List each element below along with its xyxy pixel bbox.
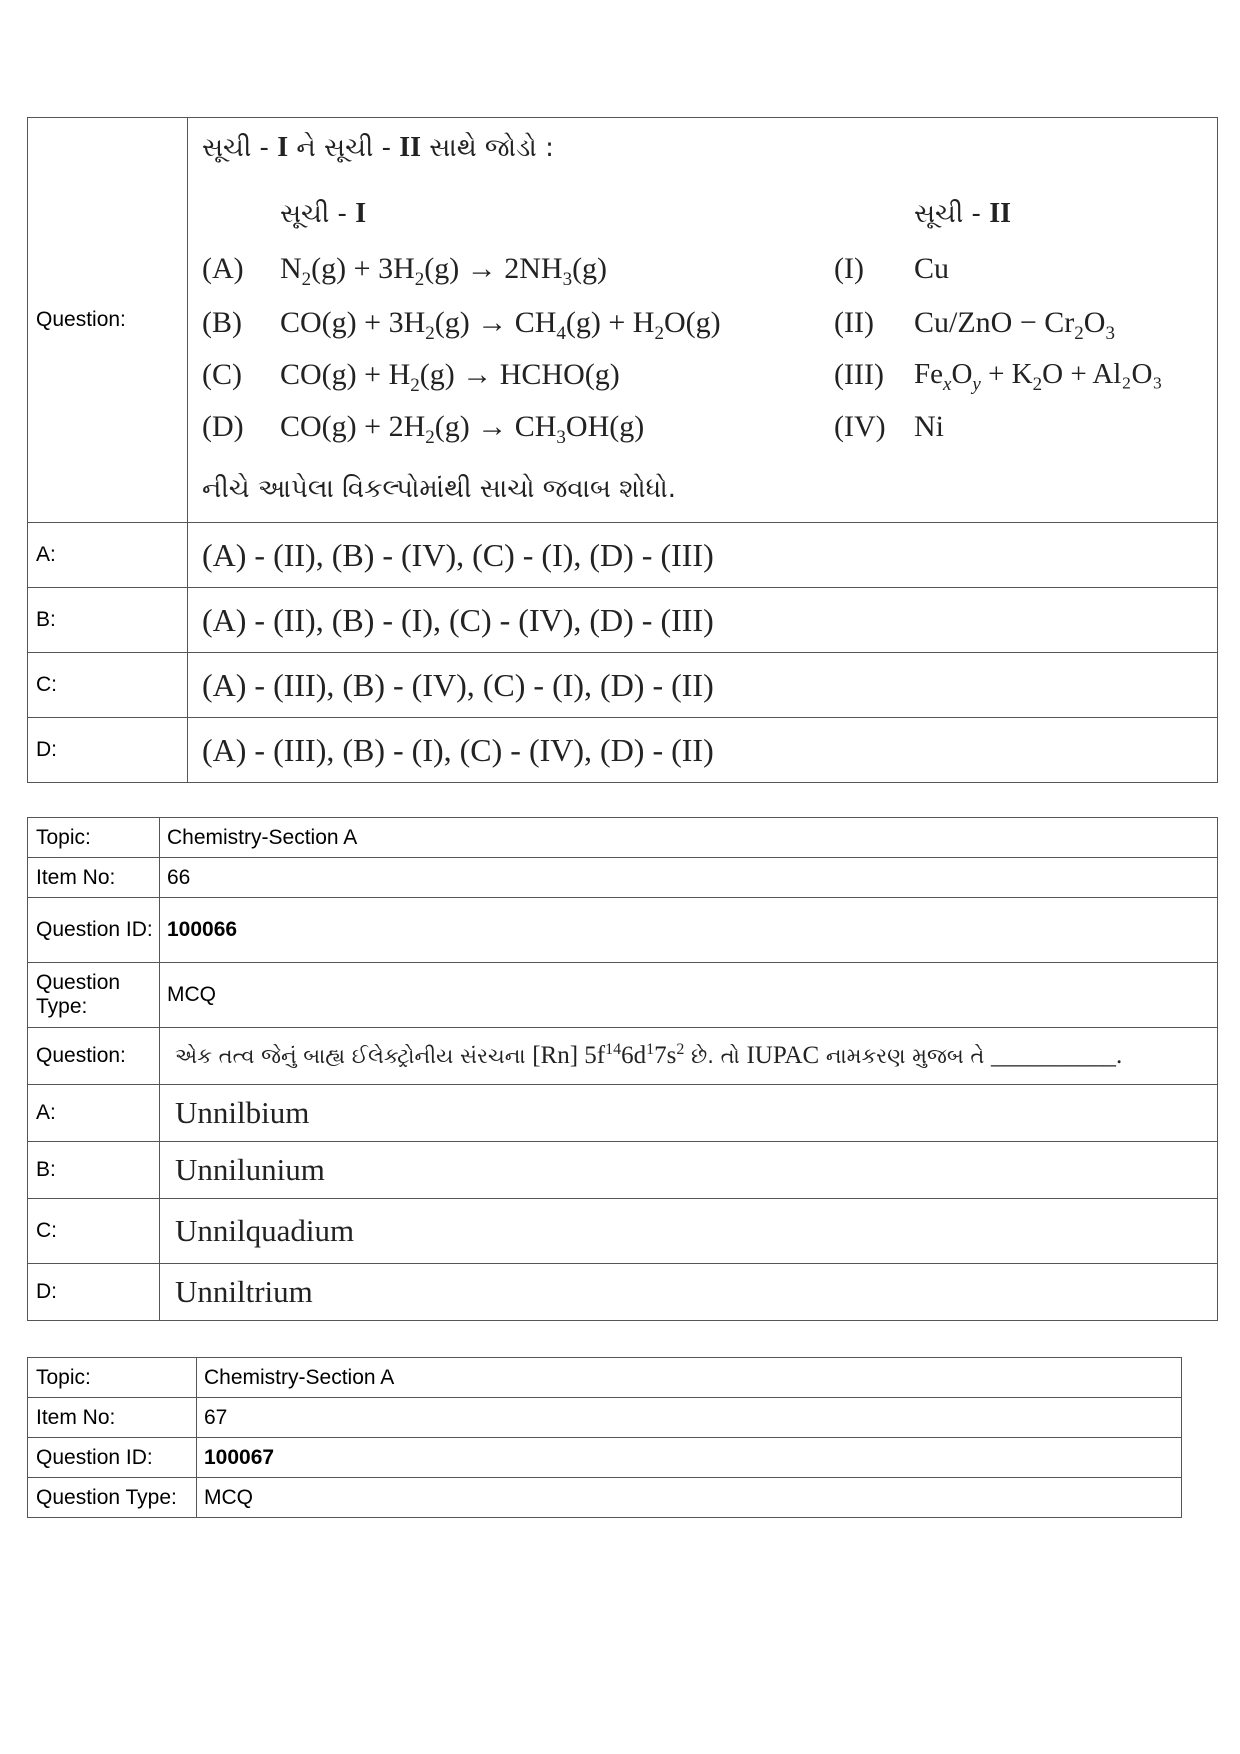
- list2-numeral: (I): [834, 252, 864, 285]
- list1-letter: (A): [202, 252, 244, 285]
- list1-letter: (C): [202, 358, 242, 391]
- question-content: [188, 118, 1218, 523]
- option-text: Unnilquadium: [160, 1199, 1218, 1264]
- option-row: [28, 1199, 1218, 1264]
- item-row: [28, 1398, 1182, 1438]
- list1-letter: (D): [202, 410, 244, 443]
- list1-reaction: $CO(g) + 2H_2(g) \to CH_3OH(g)$: [280, 410, 645, 448]
- list2-numeral: (III): [834, 358, 884, 391]
- question-id-label: Question ID:: [28, 1438, 197, 1478]
- option-row: [28, 588, 1218, 653]
- list1-letter: (B): [202, 306, 242, 339]
- instruction-line: સૂચી - I ને સૂચી - II સાથે જોડો :: [202, 132, 554, 163]
- question-type-label: Question Type:: [28, 1478, 197, 1518]
- question-row: [28, 118, 1218, 523]
- question-type-value: MCQ: [197, 1478, 1182, 1518]
- option-label: D:: [28, 1264, 160, 1321]
- item-value: 66: [160, 858, 1218, 898]
- option-label: D:: [28, 718, 188, 783]
- item-value: 67: [197, 1398, 1182, 1438]
- question-table-2: [27, 817, 1218, 1321]
- question-type-value: MCQ: [160, 963, 1218, 1028]
- question-id-row: [28, 1438, 1182, 1478]
- list1-reaction: $CO(g) + 3H_2(g) \to CH_4(g) + H_2O(g)$: [280, 306, 721, 344]
- option-row: [28, 1142, 1218, 1199]
- question-table-3: [27, 1357, 1182, 1518]
- option-text: Unnilunium: [160, 1142, 1218, 1199]
- list2-catalyst: $Fe_xO_y + K_2O + Al_2O_3$: [914, 358, 1163, 395]
- option-row: [28, 523, 1218, 588]
- list2-catalyst: Cu: [914, 252, 950, 285]
- option-row: [28, 1085, 1218, 1142]
- option-label: C:: [28, 653, 188, 718]
- option-row: [28, 653, 1218, 718]
- item-label: Item No:: [28, 1398, 197, 1438]
- list1-reaction: $CO(g) + H_2(g)$ → HCHO(g): [280, 358, 620, 396]
- option-label: A:: [28, 1085, 160, 1142]
- option-text: (A) - (III), (B) - (IV), (C) - (I), (D) - (II): [188, 653, 1218, 718]
- option-text: (A) - (II), (B) - (IV), (C) - (I), (D) - (III): [188, 523, 1218, 588]
- question-id-value: 100066: [160, 898, 1218, 963]
- list2-catalyst: Ni: [914, 410, 944, 443]
- answer-instruction: નીચે આપેલા વિકલ્પોમાંથી સાચો જવાબ શોધો.: [202, 474, 677, 504]
- topic-label: Topic:: [28, 818, 160, 858]
- topic-value: Chemistry-Section A: [197, 1358, 1182, 1398]
- question-type-row: [28, 1478, 1182, 1518]
- question-id-row: [28, 898, 1218, 963]
- question-table-1: [27, 117, 1218, 783]
- option-text: (A) - (III), (B) - (I), (C) - (IV), (D) - (II): [188, 718, 1218, 783]
- question-id-value: 100067: [197, 1438, 1182, 1478]
- option-label: B:: [28, 1142, 160, 1199]
- list2-numeral: (II): [834, 306, 874, 339]
- option-label: B:: [28, 588, 188, 653]
- question-label: Question:: [28, 118, 188, 523]
- list2-header: સૂચી - II: [914, 198, 1012, 229]
- question-row: [28, 1028, 1218, 1085]
- topic-row: [28, 818, 1218, 858]
- option-row: [28, 718, 1218, 783]
- question-type-row: [28, 963, 1218, 1028]
- option-row: [28, 1264, 1218, 1321]
- question-type-label: Question Type:: [28, 963, 160, 1028]
- question-id-label: Question ID:: [28, 898, 160, 963]
- list2-numeral: (IV): [834, 410, 886, 443]
- topic-label: Topic:: [28, 1358, 197, 1398]
- list1-header: સૂચી - I: [280, 198, 367, 229]
- topic-row: [28, 1358, 1182, 1398]
- option-label: C:: [28, 1199, 160, 1264]
- question-text: એક તત્વ જેનું બાહ્ય ઈલેક્ટ્રોનીય સંરચના [Rn] $5f^{14}6d^17s^2$ છે. તો IUPAC નામકરણ મુજબ તે __________.: [160, 1028, 1218, 1085]
- list1-reaction: $N_2(g) + 3H_2(g) \to 2NH_3(g)$: [280, 252, 608, 290]
- item-row: [28, 858, 1218, 898]
- question-label: Question:: [28, 1028, 160, 1085]
- option-label: A:: [28, 523, 188, 588]
- item-label: Item No:: [28, 858, 160, 898]
- option-text: (A) - (II), (B) - (I), (C) - (IV), (D) - (III): [188, 588, 1218, 653]
- topic-value: Chemistry-Section A: [160, 818, 1218, 858]
- option-text: Unnilbium: [160, 1085, 1218, 1142]
- option-text: Unniltrium: [160, 1264, 1218, 1321]
- list2-catalyst: $Cu/ZnO - Cr_2O_3$: [914, 306, 1115, 344]
